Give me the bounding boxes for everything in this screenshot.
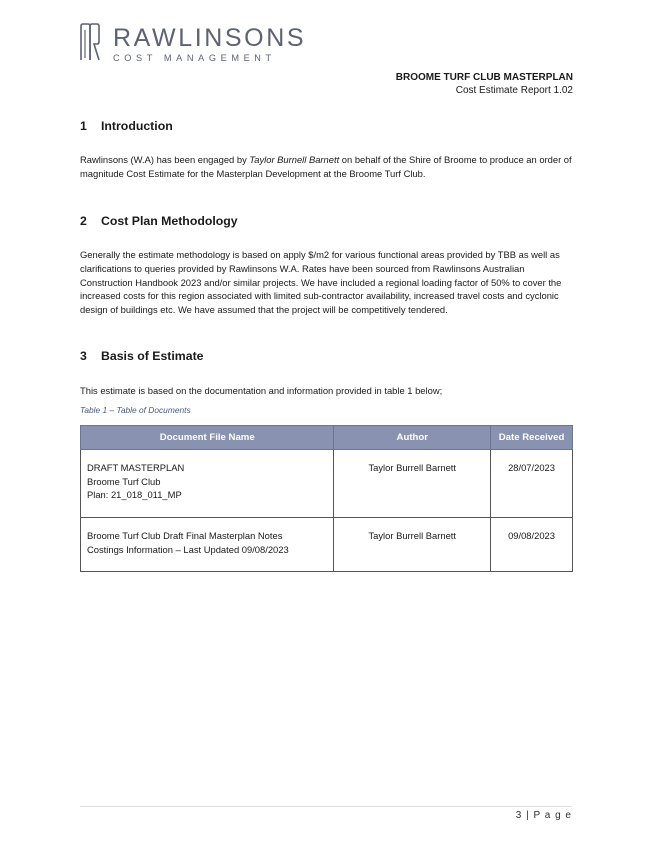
report-header	[396, 72, 573, 97]
section-number: 1	[80, 119, 87, 133]
table-header-row	[81, 426, 573, 450]
author-cell: Taylor Burrell Barnett	[334, 518, 491, 572]
date-cell: 09/08/2023	[491, 518, 573, 572]
document-line: Broome Turf Club	[87, 475, 161, 487]
document-name-cell	[81, 450, 334, 518]
intro-text-end: on behalf of the Shire of Broome to produce an order of magnitude Cost Estimate for the Masterplan Development at the Broome Turf Club.	[80, 154, 572, 179]
introduction-paragraph	[80, 153, 578, 181]
project-title: BROOME TURF CLUB MASTERPLAN	[395, 72, 573, 83]
column-header-author: Author	[334, 426, 491, 450]
section-heading-basis	[80, 349, 204, 363]
rawlinsons-logo-icon	[79, 22, 101, 62]
column-header-document: Document File Name	[81, 426, 334, 450]
section-heading-introduction	[80, 119, 173, 133]
section-number: 2	[80, 214, 87, 228]
report-subtitle: Cost Estimate Report 1.02	[455, 84, 573, 96]
author-cell: Taylor Burrell Barnett	[334, 450, 491, 518]
document-line: DRAFT MASTERPLAN	[87, 462, 185, 473]
document-line: Costings Information – Last Updated 09/08/2023	[87, 543, 289, 555]
table-caption: Table 1 – Table of Documents	[80, 405, 191, 415]
section-title: Cost Plan Methodology	[101, 214, 238, 228]
column-header-date: Date Received	[491, 426, 573, 450]
footer-divider	[80, 806, 572, 807]
document-name-cell	[81, 518, 334, 572]
section-heading-methodology	[80, 214, 238, 228]
table-row	[81, 450, 573, 518]
page-number: 3 | P a g e	[515, 810, 572, 821]
logo-tagline: COST MANAGEMENT	[113, 53, 276, 63]
section-title: Introduction	[101, 119, 173, 133]
basis-paragraph: This estimate is based on the documentation and information provided in table 1 below;	[80, 385, 443, 396]
logo-name: RAWLINSONS	[113, 24, 307, 52]
document-line: Broome Turf Club Draft Final Masterplan Notes	[87, 530, 283, 541]
document-line: Plan: 21_018_011_MP	[87, 489, 182, 500]
section-number: 3	[80, 349, 87, 363]
table-row	[81, 518, 573, 572]
date-cell: 28/07/2023	[491, 450, 573, 518]
section-title: Basis of Estimate	[101, 349, 204, 363]
documents-table	[80, 425, 573, 572]
intro-text: Rawlinsons (W.A) has been engaged by	[80, 154, 250, 165]
methodology-paragraph: Generally the estimate methodology is based on apply $/m2 for various functional areas provided by TBB as well as clarifications to queries provided by Rawlinsons W.A. Rates have been sourced from Rawlinsons Australian Construction Handbook 2023 and/or similar projects. We have included a regional loading factor of 50% to cover the increased costs for this region associated with limited sub-contractor availability, increased travel costs and cyclonic design of buildings etc. We have assumed that the project will be competitively tendered.	[80, 249, 562, 316]
company-logo	[79, 22, 306, 64]
client-name: Taylor Burnell Barnett	[249, 154, 340, 165]
